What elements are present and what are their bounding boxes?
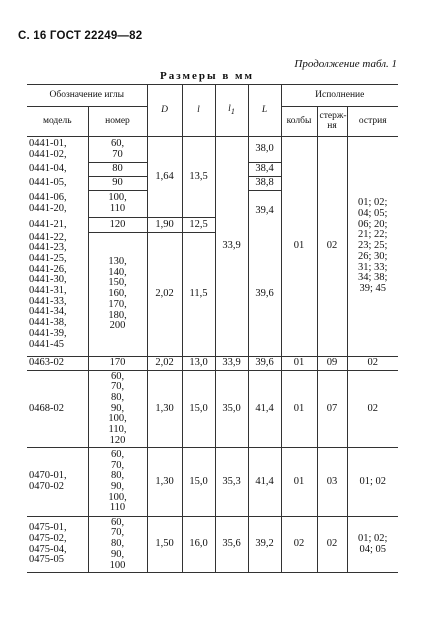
cell-D: 2,02 <box>147 357 182 371</box>
cell-model: 0441-22, 0441-23, 0441-25, 0441-26, 0441-30, 0441-31, 0441-33, 0441-34, 0441-38, 0441-39, 0441-45 <box>29 231 67 350</box>
cell-model: 0441-05, <box>29 177 67 189</box>
header-execution: Исполнение <box>281 85 398 107</box>
cell-l: 13,0 <box>182 357 215 371</box>
cell-tip: 01; 02; 04; 05 <box>347 517 398 573</box>
cell-l: 15,0 <box>182 371 215 448</box>
cell-flask: 02 <box>281 517 317 573</box>
cell-L: 41,4 <box>248 448 281 517</box>
cell-number: 60, 70 <box>88 137 147 163</box>
cell-number: 100, 110 <box>88 191 147 218</box>
cell-number: 130, 140, 150, 160, 170, 180, 200 <box>88 233 147 357</box>
cell-L: 39,4 <box>248 191 281 233</box>
header-flask: колбы <box>281 107 317 137</box>
cell-rod: 03 <box>317 448 347 517</box>
cell-number: 60, 70, 80, 90, 100, 110 <box>88 448 147 517</box>
header-L: L <box>248 85 281 137</box>
cell-l: 16,0 <box>182 517 215 573</box>
cell-D: 2,02 <box>147 233 182 357</box>
header-l: l <box>182 85 215 137</box>
table-row <box>27 517 398 573</box>
cell-tip: 01; 02; 04; 05; 06; 20; 21; 22; 23; 25; 26; 30; 31; 33; 34; 38; 39; 45 <box>347 137 398 357</box>
cell-model: 0441-01, 0441-02, <box>29 138 67 160</box>
cell-l1: 35,0 <box>215 371 248 448</box>
cell-flask: 01 <box>281 137 317 357</box>
cell-l1: 33,9 <box>215 137 248 357</box>
table-row <box>27 448 398 517</box>
cell-D: 1,50 <box>147 517 182 573</box>
cell-L: 39,2 <box>248 517 281 573</box>
cell-number: 80 <box>88 163 147 177</box>
cell-number: 120 <box>88 218 147 233</box>
cell-L: 39,6 <box>248 233 281 357</box>
cell-number: 60, 70, 80, 90, 100 <box>88 517 147 573</box>
cell-rod: 02 <box>317 137 347 357</box>
cell-L: 38,4 <box>248 163 281 177</box>
table-row <box>27 357 398 371</box>
cell-model: 0463-02 <box>29 357 64 369</box>
cell-L: 39,6 <box>248 357 281 371</box>
cell-D: 1,64 <box>147 137 182 218</box>
cell-model: 0441-21, <box>29 218 67 230</box>
cell-model: 0470-01, 0470-02 <box>29 470 67 492</box>
table-continuation-label: Продолжение табл. 1 <box>294 58 397 70</box>
cell-number: 170 <box>88 357 147 371</box>
cell-L: 38,8 <box>248 177 281 191</box>
cell-l: 12,5 <box>182 218 215 233</box>
cell-D: 1,30 <box>147 448 182 517</box>
cell-rod: 09 <box>317 357 347 371</box>
cell-l1: 35,6 <box>215 517 248 573</box>
dimensions-caption: Размеры в мм <box>160 70 254 82</box>
cell-tip: 02 <box>347 357 398 371</box>
cell-model: 0468-02 <box>29 402 64 414</box>
cell-flask: 01 <box>281 357 317 371</box>
cell-l: 15,0 <box>182 448 215 517</box>
cell-L: 38,0 <box>248 137 281 163</box>
cell-flask: 01 <box>281 371 317 448</box>
header-tip: острия <box>347 107 398 137</box>
header-l1: $l_1$ <box>215 85 248 137</box>
cell-l: 11,5 <box>182 233 215 357</box>
cell-model: 0475-01, 0475-02, 0475-04, 0475-05 <box>29 522 67 566</box>
header-model: модель <box>42 115 72 126</box>
header-needle-designation: Обозначение иглы <box>27 85 147 107</box>
cell-D: 1,30 <box>147 371 182 448</box>
page-header: С. 16 ГОСТ 22249—82 <box>18 30 143 42</box>
cell-D: 1,90 <box>147 218 182 233</box>
header-rod: стерж- ня <box>317 107 347 137</box>
table-row <box>27 371 398 448</box>
header-number: номер <box>88 107 147 137</box>
cell-model: 0441-04, <box>29 163 67 175</box>
cell-l: 13,5 <box>182 137 215 218</box>
cell-L: 41,4 <box>248 371 281 448</box>
cell-flask: 01 <box>281 448 317 517</box>
header-D: D <box>147 85 182 137</box>
cell-number: 60, 70, 80, 90, 100, 110, 120 <box>88 371 147 448</box>
cell-tip: 02 <box>347 371 398 448</box>
cell-l1: 33,9 <box>215 357 248 371</box>
cell-rod: 02 <box>317 517 347 573</box>
table-row <box>27 137 398 163</box>
cell-model: 0441-06, 0441-20, <box>29 192 67 214</box>
needle-dimensions-table <box>27 84 398 573</box>
cell-l1: 35,3 <box>215 448 248 517</box>
cell-number: 90 <box>88 177 147 191</box>
cell-rod: 07 <box>317 371 347 448</box>
cell-tip: 01; 02 <box>347 448 398 517</box>
